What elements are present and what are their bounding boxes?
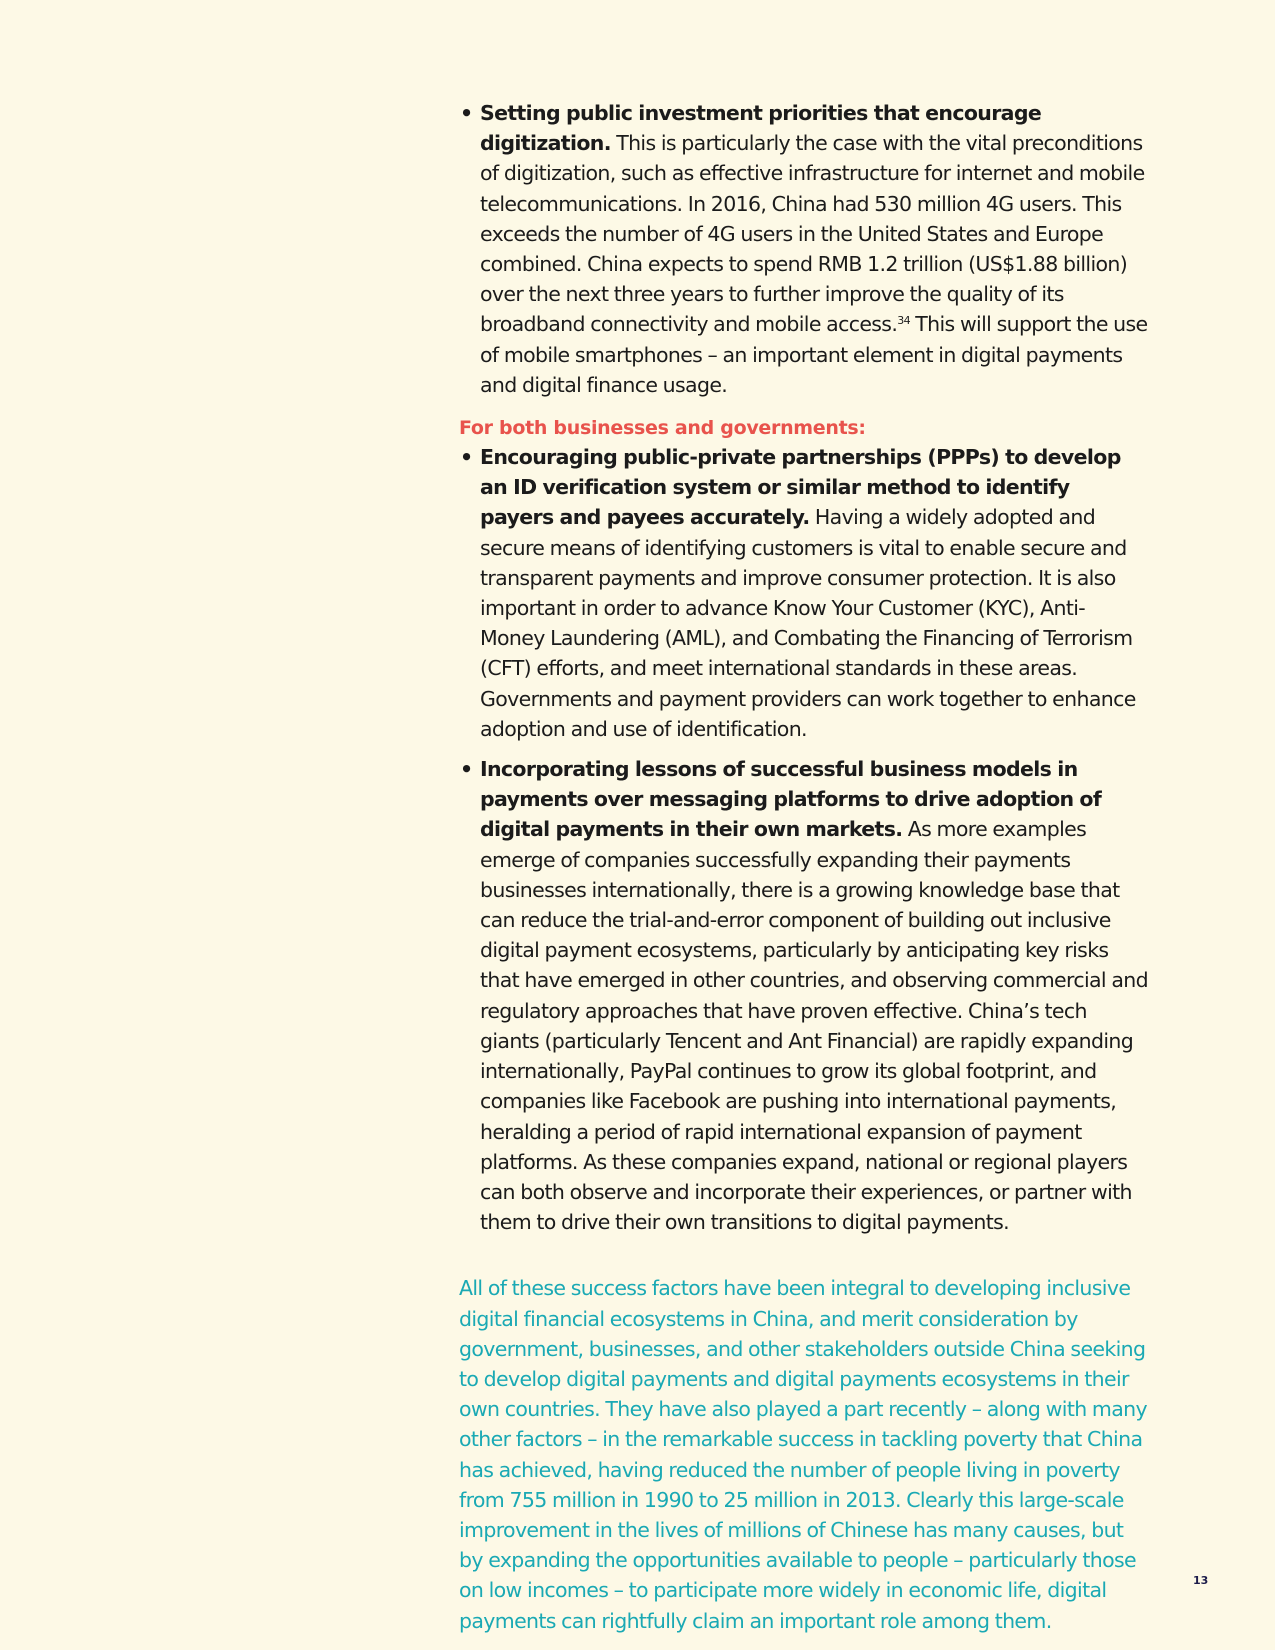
item-lead: Encouraging public-private partnerships (PPPs) to develop an ID verification system or similar method to identify payers and payees accurately. bbox=[480, 445, 1121, 530]
footnote-ref: 34 bbox=[897, 314, 910, 328]
policy-list-top bbox=[459, 98, 1149, 400]
bullet-icon: • bbox=[460, 101, 473, 125]
bullet-icon: • bbox=[460, 445, 473, 470]
item-body: This is particularly the case with the vital preconditions of digitization, such as effective infrastructure for internet and mobile telecommunications. In 2016, China had 530 million 4G users. This exceeds the number of 4G users in the United States and Europe combined. China expects to spend RMB 1.2 trillion (US$1.88 billion) over the next three years to further improve the quality of its broadband connectivity and mobile access. bbox=[480, 131, 1145, 337]
list-item-messaging-platforms bbox=[459, 754, 1149, 1237]
item-lead: Setting public investment priorities that encourage digitization. bbox=[480, 101, 1042, 156]
page-number: 13 bbox=[1193, 1574, 1209, 1587]
policy-list-businesses-governments bbox=[459, 442, 1149, 1237]
main-column bbox=[459, 98, 1149, 1636]
bullet-icon: • bbox=[460, 757, 473, 782]
item-body: Having a widely adopted and secure means of identifying customers is vital to enable secure and transparent payments and improve consumer protection. It is also important in order to advance Know Your Customer (KYC), Anti-Money Laundering (AML), and Combating the Financing of Terrorism (CFT) efforts, and meet international standards in these areas. Governments and payment providers can work together to enhance adoption and use of identification. bbox=[480, 505, 1136, 741]
item-lead: Incorporating lessons of successful business models in payments over messaging platforms to drive adoption of digital payments in their own markets. bbox=[480, 757, 1102, 842]
summary-paragraph: All of these success factors have been integral to developing inclusive digital financial ecosystems in China, and merit consideration by government, businesses, and other stakeholders outside China seeking to develop digital payments and digital payments ecosystems in their own countries. They have also played a part recently – along with many other factors – in the remarkable success in tackling poverty that China has achieved, having reduced the number of people living in poverty from 755 million in 1990 to 25 million in 2013. Clearly this large-scale improvement in the lives of millions of Chinese has many causes, but by expanding the opportunities available to people – particularly those on low incomes – to participate more widely in economic life, digital payments can rightfully claim an important role among them. bbox=[459, 1276, 1147, 1633]
item-body: As more examples emerge of companies successfully expanding their payments businesses internationally, there is a growing knowledge base that can reduce the trial-and-error component of building out inclusive digital payment ecosystems, particularly by anticipating key risks that have emerged in other countries, and observing commercial and regulatory approaches that have proven effective. China’s tech giants (particularly Tencent and Ant Financial) are rapidly expanding internationally, PayPal continues to grow its global footprint, and companies like Facebook are pushing into international payments, heralding a period of rapid international expansion of payment platforms. As these companies expand, national or regional players can both observe and incorporate their experiences, or partner with them to drive their own transitions to digital payments. bbox=[480, 817, 1148, 1235]
section-heading: For both businesses and governments: bbox=[459, 417, 866, 440]
item-body-continued: This will support the use of mobile smartphones – an important element in digital payments and digital finance usage. bbox=[480, 312, 1148, 397]
list-item-ppp-id-verification bbox=[459, 442, 1149, 744]
list-item-public-investment bbox=[459, 98, 1149, 400]
